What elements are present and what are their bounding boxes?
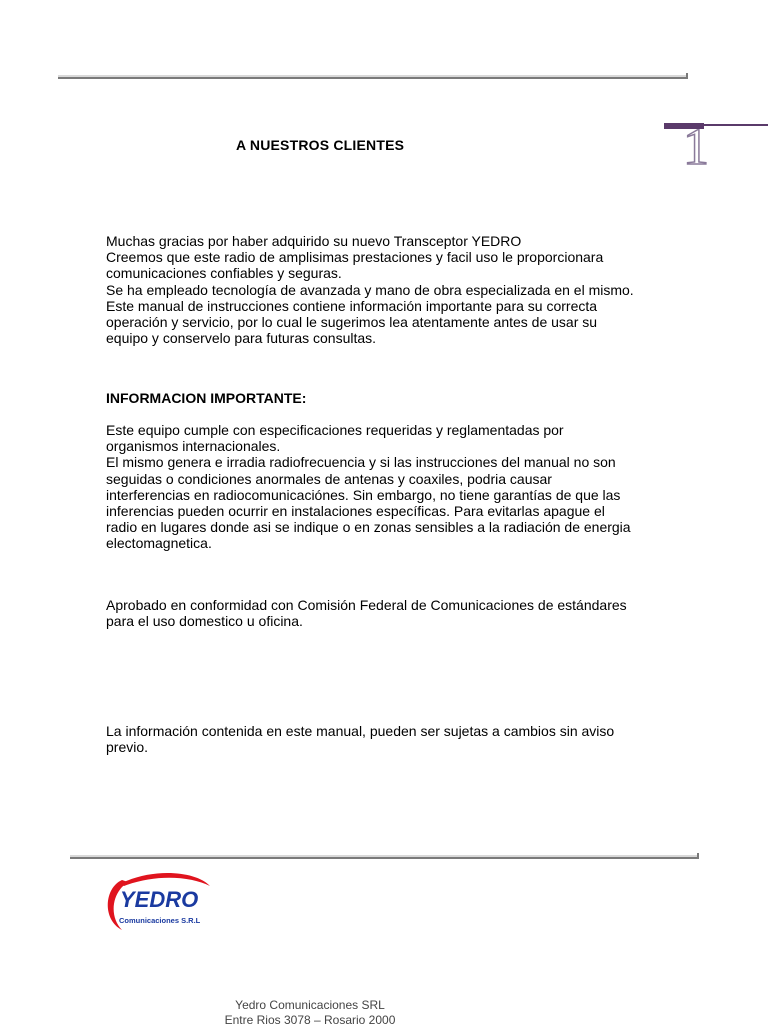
footer-address: Entre Rios 3078 – Rosario 2000 <box>224 1013 396 1027</box>
text-line: Creemos que este radio de amplisimas prestaciones y facil uso le proporcionara <box>106 249 604 266</box>
text-line: La información contenida en este manual, pueden ser sujetas a cambios sin aviso <box>106 723 615 739</box>
text-line: interferencias en radiocomunicaciónes. Sin embargo, no tiene garantías de que las <box>106 486 621 503</box>
text-line: operación y servicio, por lo cual le sugerimos lea atentamente antes de usar su <box>106 314 598 331</box>
footer-company: Yedro Comunicaciones SRL <box>235 998 385 1012</box>
important-heading: INFORMACION IMPORTANTE: <box>106 390 307 406</box>
page-number: 1 <box>683 119 709 176</box>
yedro-logo <box>100 868 220 938</box>
intro-paragraph <box>106 233 706 346</box>
page-title: A NUESTROS CLIENTES <box>236 137 405 153</box>
text-line: equipo y conservelo para futuras consultas. <box>106 330 377 347</box>
text-line: previo. <box>106 739 149 756</box>
logo-swoosh-top <box>120 873 210 886</box>
text-line: seguidas o condiciones anormales de antenas y coaxiles, podria causar <box>106 470 552 487</box>
text-line: electomagnetica. <box>106 535 212 552</box>
text-line: inferencias pueden ocurrir en instalaciones específicas. Para evitarlas apague el <box>106 503 605 520</box>
text-line: Se ha empleado tecnología de avanzada y mano de obra especializada en el mismo. <box>106 281 634 298</box>
approval-paragraph <box>106 597 706 629</box>
text-line: comunicaciones confiables y seguras. <box>106 265 342 282</box>
important-info-paragraph <box>106 422 706 552</box>
text-line: radio en lugares donde asi se indique o en zonas sensibles a la radiación de energia <box>106 519 631 536</box>
text-line: Este manual de instrucciones contiene información importante para su correcta <box>106 297 598 314</box>
text-line: El mismo genera e irradia radiofrecuencia y si las instrucciones del manual no son <box>106 454 616 471</box>
text-line: Aprobado en conformidad con Comisión Federal de Comunicaciones de estándares <box>106 597 627 613</box>
text-line: organismos internacionales. <box>106 438 281 455</box>
yedro-logo-graphic <box>100 868 220 938</box>
notice-paragraph <box>106 723 706 755</box>
bottom-divider <box>70 855 697 859</box>
logo-tagline: Comunicaciones S.R.L <box>119 916 201 925</box>
text-line: Muchas gracias por haber adquirido su nuevo Transceptor YEDRO <box>106 233 522 249</box>
top-divider <box>58 75 686 79</box>
text-line: para el uso domestico u oficina. <box>106 613 303 630</box>
logo-wordmark: YEDRO <box>120 887 199 912</box>
text-line: Este equipo cumple con especificaciones requeridas y reglamentadas por <box>106 422 564 438</box>
